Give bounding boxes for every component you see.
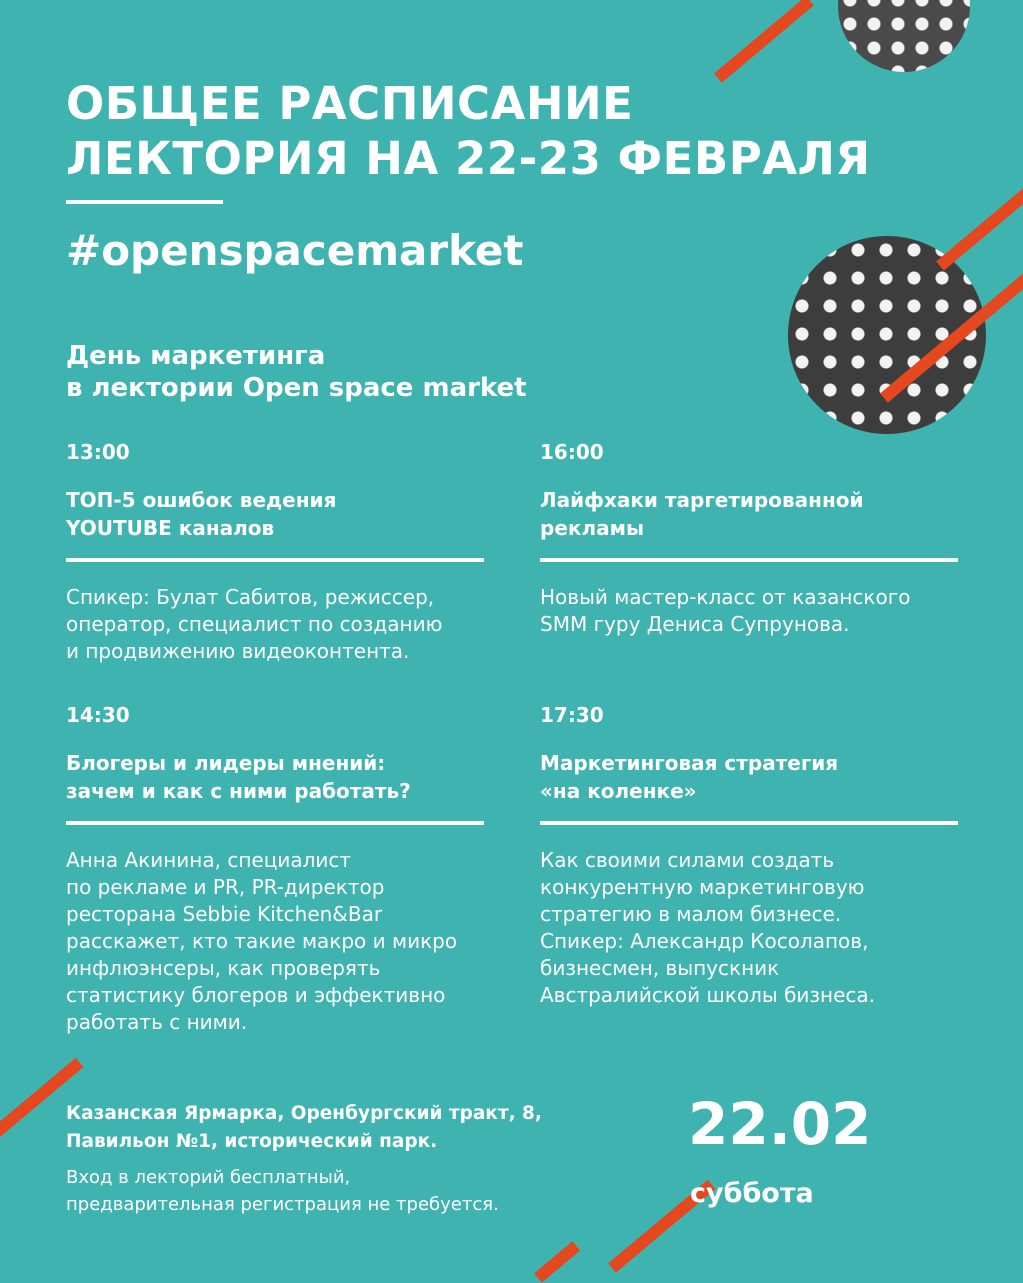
slot-title-line: Лайфхаки таргетированной bbox=[540, 488, 864, 512]
description-line: Анна Акинина, специалист bbox=[66, 848, 351, 872]
slot-title bbox=[540, 486, 958, 542]
slot-description bbox=[540, 847, 958, 1009]
event-date: 22.02 bbox=[688, 1090, 872, 1158]
description-line: стратегию в малом бизнесе. bbox=[540, 902, 842, 926]
description-line: Австралийской школы бизнеса. bbox=[540, 983, 876, 1007]
description-line: статистику блогеров и эффективно bbox=[66, 983, 446, 1007]
slot-description bbox=[540, 584, 958, 638]
description-line: расскажет, кто такие макро и микро bbox=[66, 929, 458, 953]
slot-time: 16:00 bbox=[540, 440, 604, 464]
hashtag: #openspacemarket bbox=[66, 226, 524, 275]
page-title bbox=[66, 76, 871, 186]
slot-title-line: Маркетинговая стратегия bbox=[540, 751, 839, 775]
dotted-pattern-circle-top bbox=[838, 0, 970, 72]
description-line: оператор, специалист по созданию bbox=[66, 612, 443, 636]
slot-divider bbox=[540, 821, 958, 825]
location-line: Павильон №1, исторический парк. bbox=[66, 1131, 438, 1152]
slot-title bbox=[66, 486, 484, 542]
slot-title bbox=[66, 749, 484, 805]
subtitle-line-1: День маркетинга bbox=[66, 341, 326, 371]
title-line-2: ЛЕКТОРИЯ НА 22-23 ФЕВРАЛЯ bbox=[66, 132, 871, 185]
note-line: предварительная регистрация не требуется. bbox=[66, 1194, 499, 1215]
title-divider bbox=[66, 200, 223, 204]
schedule-slot bbox=[66, 703, 484, 1036]
description-line: конкурентную маркетинговую bbox=[540, 875, 865, 899]
slot-title bbox=[540, 749, 958, 805]
event-location bbox=[66, 1100, 542, 1156]
description-line: по рекламе и PR, PR-директор bbox=[66, 875, 385, 899]
slot-time: 17:30 bbox=[540, 703, 604, 727]
event-subtitle bbox=[66, 340, 527, 404]
description-line: Спикер: Булат Сабитов, режиссер, bbox=[66, 585, 435, 609]
slot-divider bbox=[540, 558, 958, 562]
description-line: и продвижению видеоконтента. bbox=[66, 639, 410, 663]
description-line: Спикер: Александр Косолапов, bbox=[540, 929, 869, 953]
slot-title-line: Блогеры и лидеры мнений: bbox=[66, 751, 386, 775]
location-line: Казанская Ярмарка, Оренбургский тракт, 8, bbox=[66, 1103, 542, 1124]
description-line: бизнесмен, выпускник bbox=[540, 956, 780, 980]
slot-description bbox=[66, 847, 484, 1036]
entry-note bbox=[66, 1164, 499, 1218]
description-line: работать с ними. bbox=[66, 1010, 248, 1034]
description-line: инфлюэнсеры, как проверять bbox=[66, 956, 381, 980]
schedule-slot bbox=[540, 440, 958, 638]
subtitle-line-2: в лектории Open space market bbox=[66, 373, 527, 403]
slot-time: 13:00 bbox=[66, 440, 130, 464]
schedule-slot bbox=[66, 440, 484, 665]
slot-description bbox=[66, 584, 484, 665]
stripe-top-right bbox=[936, 184, 1023, 270]
description-line: SMM гуру Дениса Супрунова. bbox=[540, 612, 850, 636]
slot-title-line: ТОП-5 ошибок ведения bbox=[66, 488, 337, 512]
slot-divider bbox=[66, 558, 484, 562]
slot-divider bbox=[66, 821, 484, 825]
description-line: ресторана Sebbie Kitchen&Bar bbox=[66, 902, 383, 926]
schedule-slot bbox=[540, 703, 958, 1009]
description-line: Как своими силами создать bbox=[540, 848, 835, 872]
stripe-top bbox=[714, 0, 814, 83]
slot-title-line: зачем и как с ними работать? bbox=[66, 779, 411, 803]
event-weekday: суббота bbox=[690, 1178, 814, 1209]
description-line: Новый мастер-класс от казанского bbox=[540, 585, 911, 609]
note-line: Вход в лекторий бесплатный, bbox=[66, 1167, 351, 1188]
slot-title-line: YOUTUBE каналов bbox=[66, 516, 275, 540]
slot-title-line: «на коленке» bbox=[540, 779, 697, 803]
title-line-1: ОБЩЕЕ РАСПИСАНИЕ bbox=[66, 77, 634, 130]
stripe-bottom-small bbox=[534, 1241, 580, 1282]
slot-title-line: рекламы bbox=[540, 516, 645, 540]
slot-time: 14:30 bbox=[66, 703, 130, 727]
